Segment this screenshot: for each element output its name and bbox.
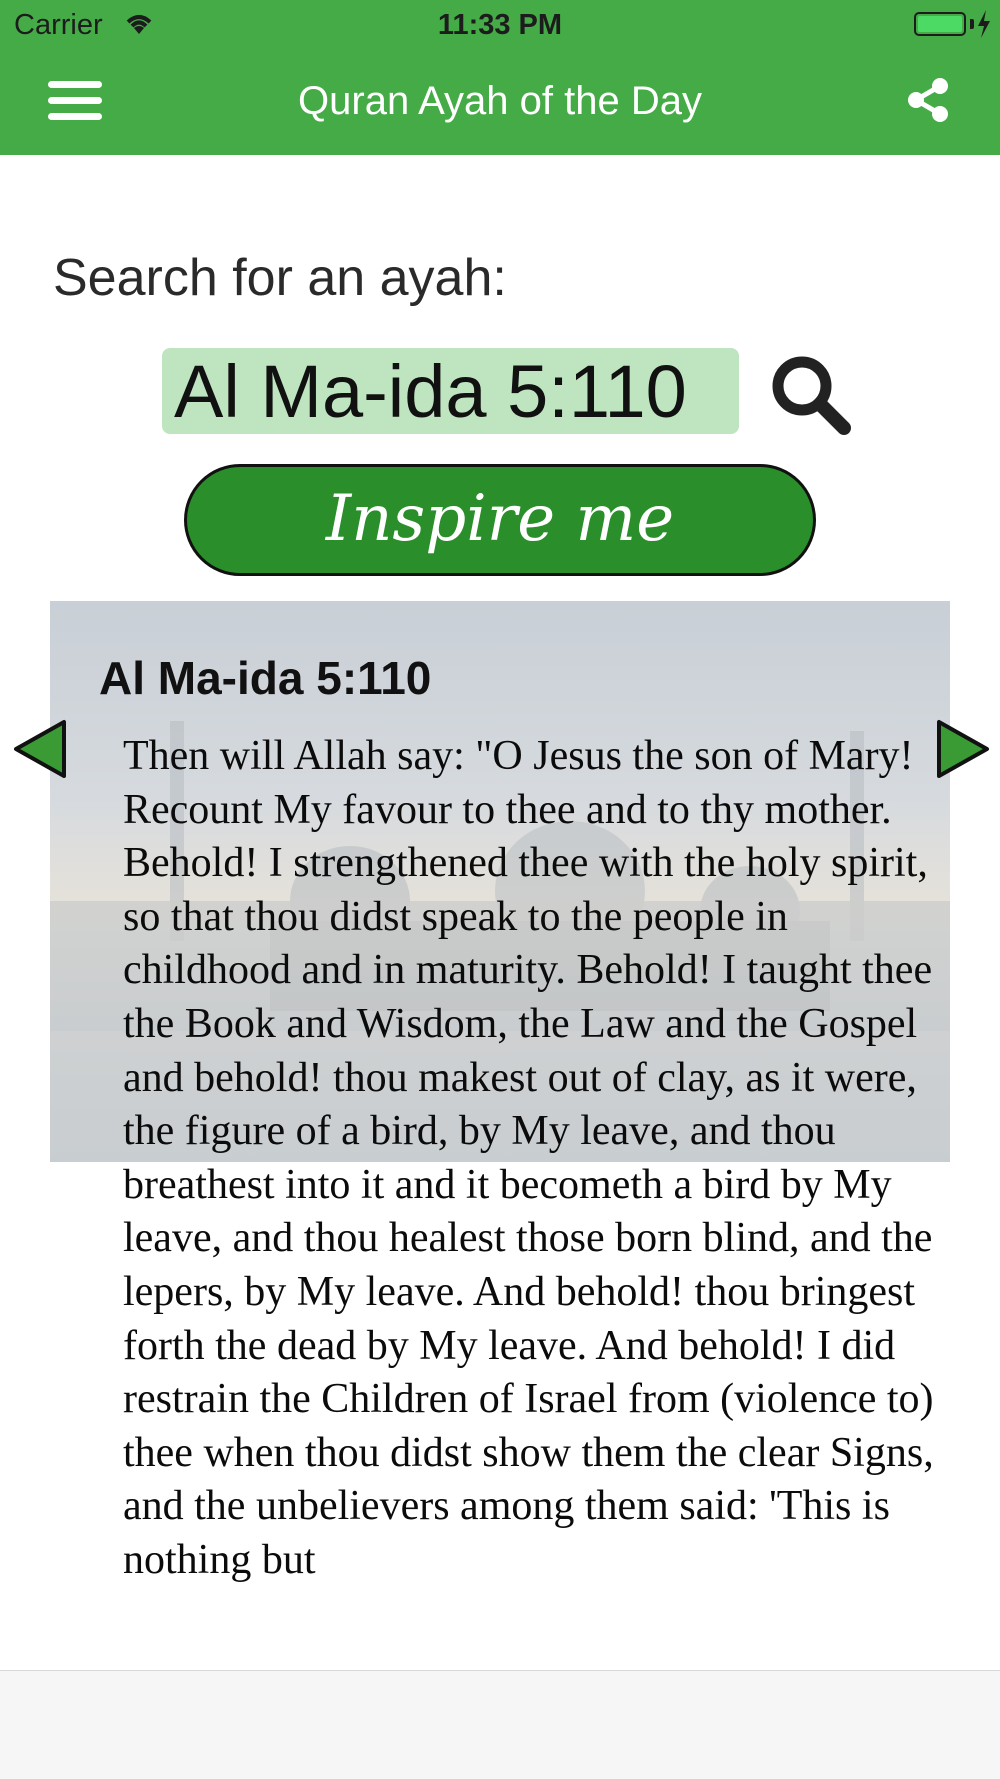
inspire-me-button[interactable]: Inspire me (184, 464, 816, 576)
battery-icon (914, 12, 966, 36)
ayah-text: Then will Allah say: "O Jesus the son of Mary! Recount My favour to thee and to thy mother. Behold! I strengthened thee with the holy spirit, so that thou didst speak to the people in childhood and in maturity. Behold! I taught thee the Book and Wisdom, the Law and the Gospel and behold! thou makest out of clay, as it were, the figure of a bird, by My leave, and thou breathest into it and it becometh a bird by My leave, and thou healest those born blind, and the lepers, by My leave. And behold! thou bringest forth the dead by My leave. And behold! I did restrain the Children of Israel from (violence to) thee when thou didst show them the clear Signs, and the unbelievers among them said: 'This is nothing but (123, 733, 934, 1583)
search-label: Search for an ayah: (53, 249, 507, 307)
search-input[interactable] (162, 348, 739, 434)
triangle-right-icon[interactable] (935, 718, 991, 780)
page-title: Quran Ayah of the Day (298, 79, 702, 123)
battery-level (918, 16, 962, 32)
top-bar (0, 0, 1000, 155)
status-bar (0, 0, 1000, 50)
carrier-label: Carrier (14, 9, 103, 41)
navigation-bar (0, 55, 1000, 155)
triangle-left-icon[interactable] (12, 718, 68, 780)
ayah-reference: Al Ma-ida 5:110 (99, 652, 432, 704)
status-time: 11:33 PM (437, 9, 563, 41)
magnifier-icon[interactable] (766, 350, 856, 440)
bottom-toolbar (0, 1670, 1000, 1779)
share-icon[interactable] (906, 77, 950, 123)
battery-tip (970, 19, 974, 29)
charging-bolt-icon (976, 10, 992, 38)
